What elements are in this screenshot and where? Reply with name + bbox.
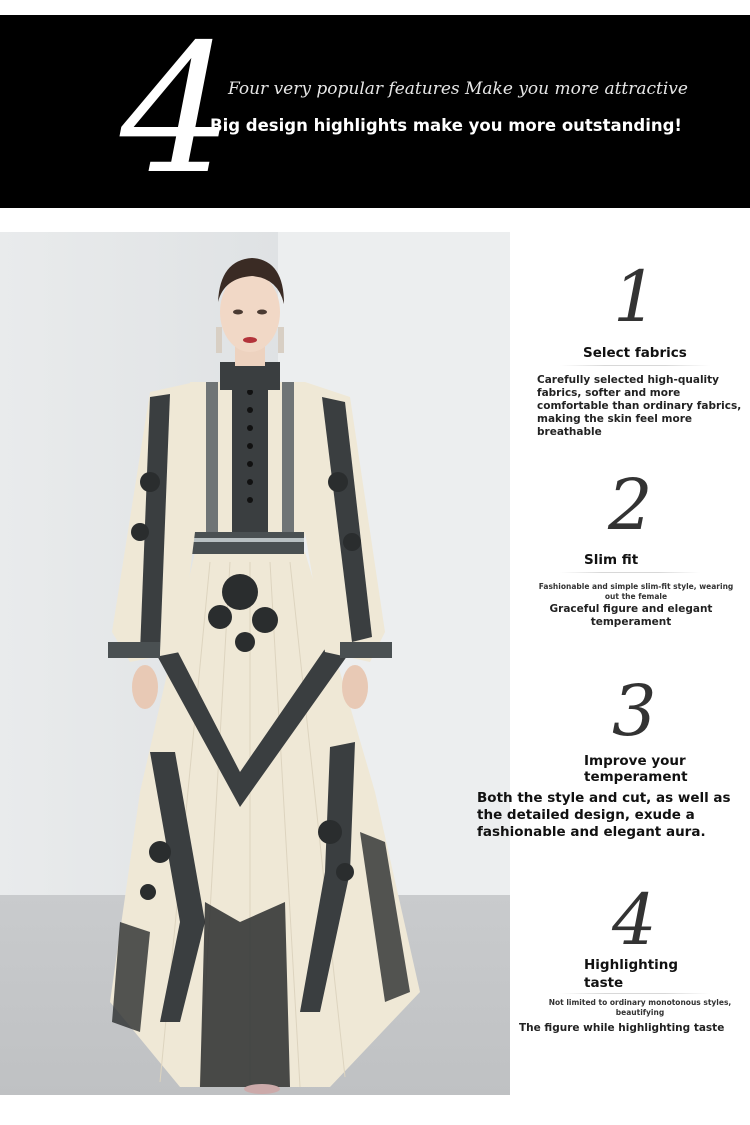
feature-2-number: 2 <box>608 464 653 546</box>
feature-1-title: Select fabrics <box>583 345 687 361</box>
feature-3-title-line1: Improve your <box>584 753 686 769</box>
product-photo <box>0 232 510 1095</box>
feature-4-rule <box>560 993 710 994</box>
banner-headline: Big design highlights make you more outstanding! <box>210 116 682 135</box>
feature-1-description: Carefully selected high-quality fabrics, softer and more comfortable than ordinary fabrics, making the skin feel more breathable <box>537 374 742 438</box>
model-dress-illustration <box>0 232 510 1095</box>
header-banner <box>0 6 750 213</box>
feature-2-description-small: Fashionable and simple slim-fit style, wearing out the female <box>538 582 734 601</box>
feature-4-description-small: Not limited to ordinary monotonous styles, beautifying <box>548 998 732 1017</box>
feature-4-number: 4 <box>612 879 657 961</box>
feature-1-number: 1 <box>613 256 658 338</box>
banner-tagline: Four very popular features Make you more attractive <box>228 79 688 99</box>
feature-3-number: 3 <box>612 670 657 752</box>
feature-2-title: Slim fit <box>584 552 639 568</box>
feature-2-description: Graceful figure and elegant temperament <box>549 603 713 628</box>
feature-4-description: The figure while highlighting taste <box>519 1022 725 1034</box>
feature-3-description: Both the style and cut, as well as the detailed design, exude a fashionable and elegant aura. <box>477 790 731 840</box>
feature-2-rule <box>560 572 700 573</box>
feature-4-title-line1: Highlighting <box>584 957 679 973</box>
feature-3-title-line2: temperament <box>584 769 688 785</box>
feature-4-title-line2: taste <box>584 975 624 991</box>
banner-number: 4 <box>120 6 234 213</box>
feature-1-rule <box>560 365 710 366</box>
